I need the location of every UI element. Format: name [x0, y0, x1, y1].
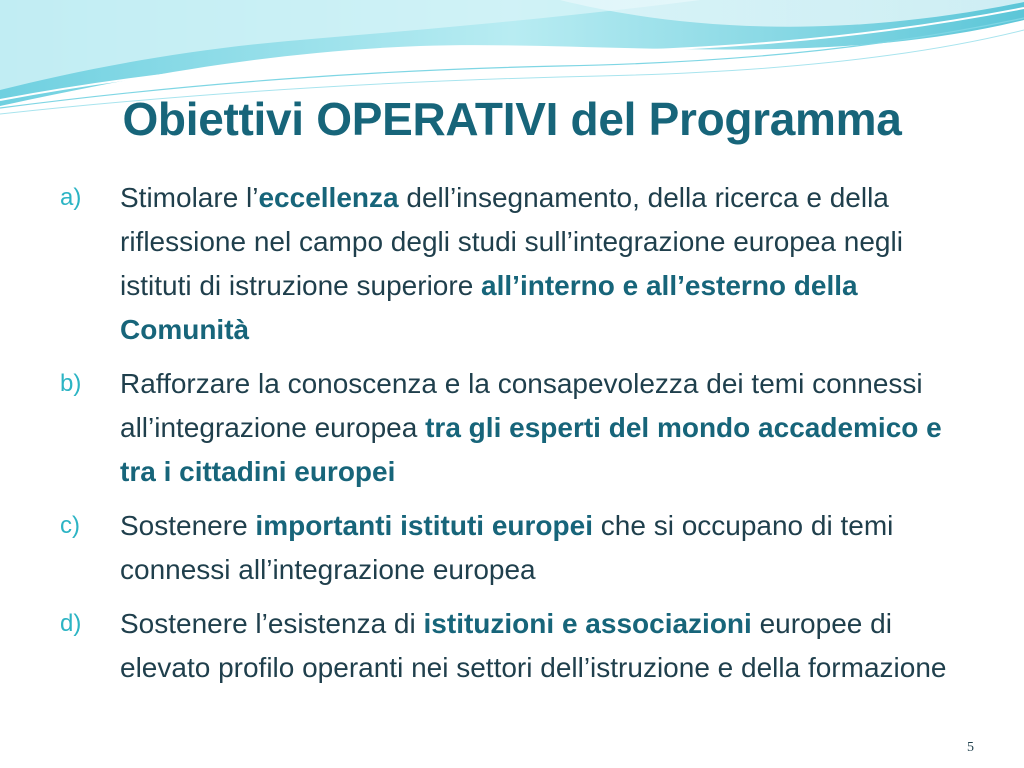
slide-title: Obiettivi OPERATIVI del Programma [122, 93, 902, 145]
text-segment-bold: importanti istituti europei [255, 510, 593, 541]
list-item-text [120, 176, 980, 352]
text-segment-bold: eccellenza [258, 182, 399, 213]
text-segment: che si occupano di temi connessi all’integrazione europea [120, 510, 894, 585]
text-segment: europee di elevato profilo operanti nei settori dell’istruzione e della formazione [120, 608, 947, 683]
page-number: 5 [967, 740, 974, 755]
text-segment: Sostenere l’esistenza di [120, 608, 424, 639]
objectives-list [60, 176, 980, 700]
list-item-text [120, 504, 980, 592]
text-segment: Stimolare l’ [120, 182, 259, 213]
list-marker: a) [60, 184, 82, 211]
text-segment: dell’insegnamento, della ricerca e della riflessione nel campo degli studi sull’integrazione europea negli istituti di istruzione superiore [120, 182, 903, 301]
list-marker: b) [60, 370, 82, 397]
text-segment: Rafforzare la conoscenza e la consapevolezza dei temi connessi all’integrazione europea [120, 368, 923, 443]
list-item [60, 362, 980, 494]
text-segment-bold: tra gli esperti del mondo accademico e tra i cittadini europei [120, 412, 942, 487]
list-item [60, 602, 980, 690]
list-item-text [120, 362, 980, 494]
list-item [60, 504, 980, 592]
list-item-text [120, 602, 980, 690]
list-marker: c) [60, 512, 80, 539]
list-item [60, 176, 980, 352]
list-marker: d) [60, 610, 82, 637]
text-segment-bold: istituzioni e associazioni [423, 608, 752, 639]
text-segment-bold: all’interno e all’esterno della Comunità [120, 270, 858, 345]
text-segment: Sostenere [120, 510, 256, 541]
